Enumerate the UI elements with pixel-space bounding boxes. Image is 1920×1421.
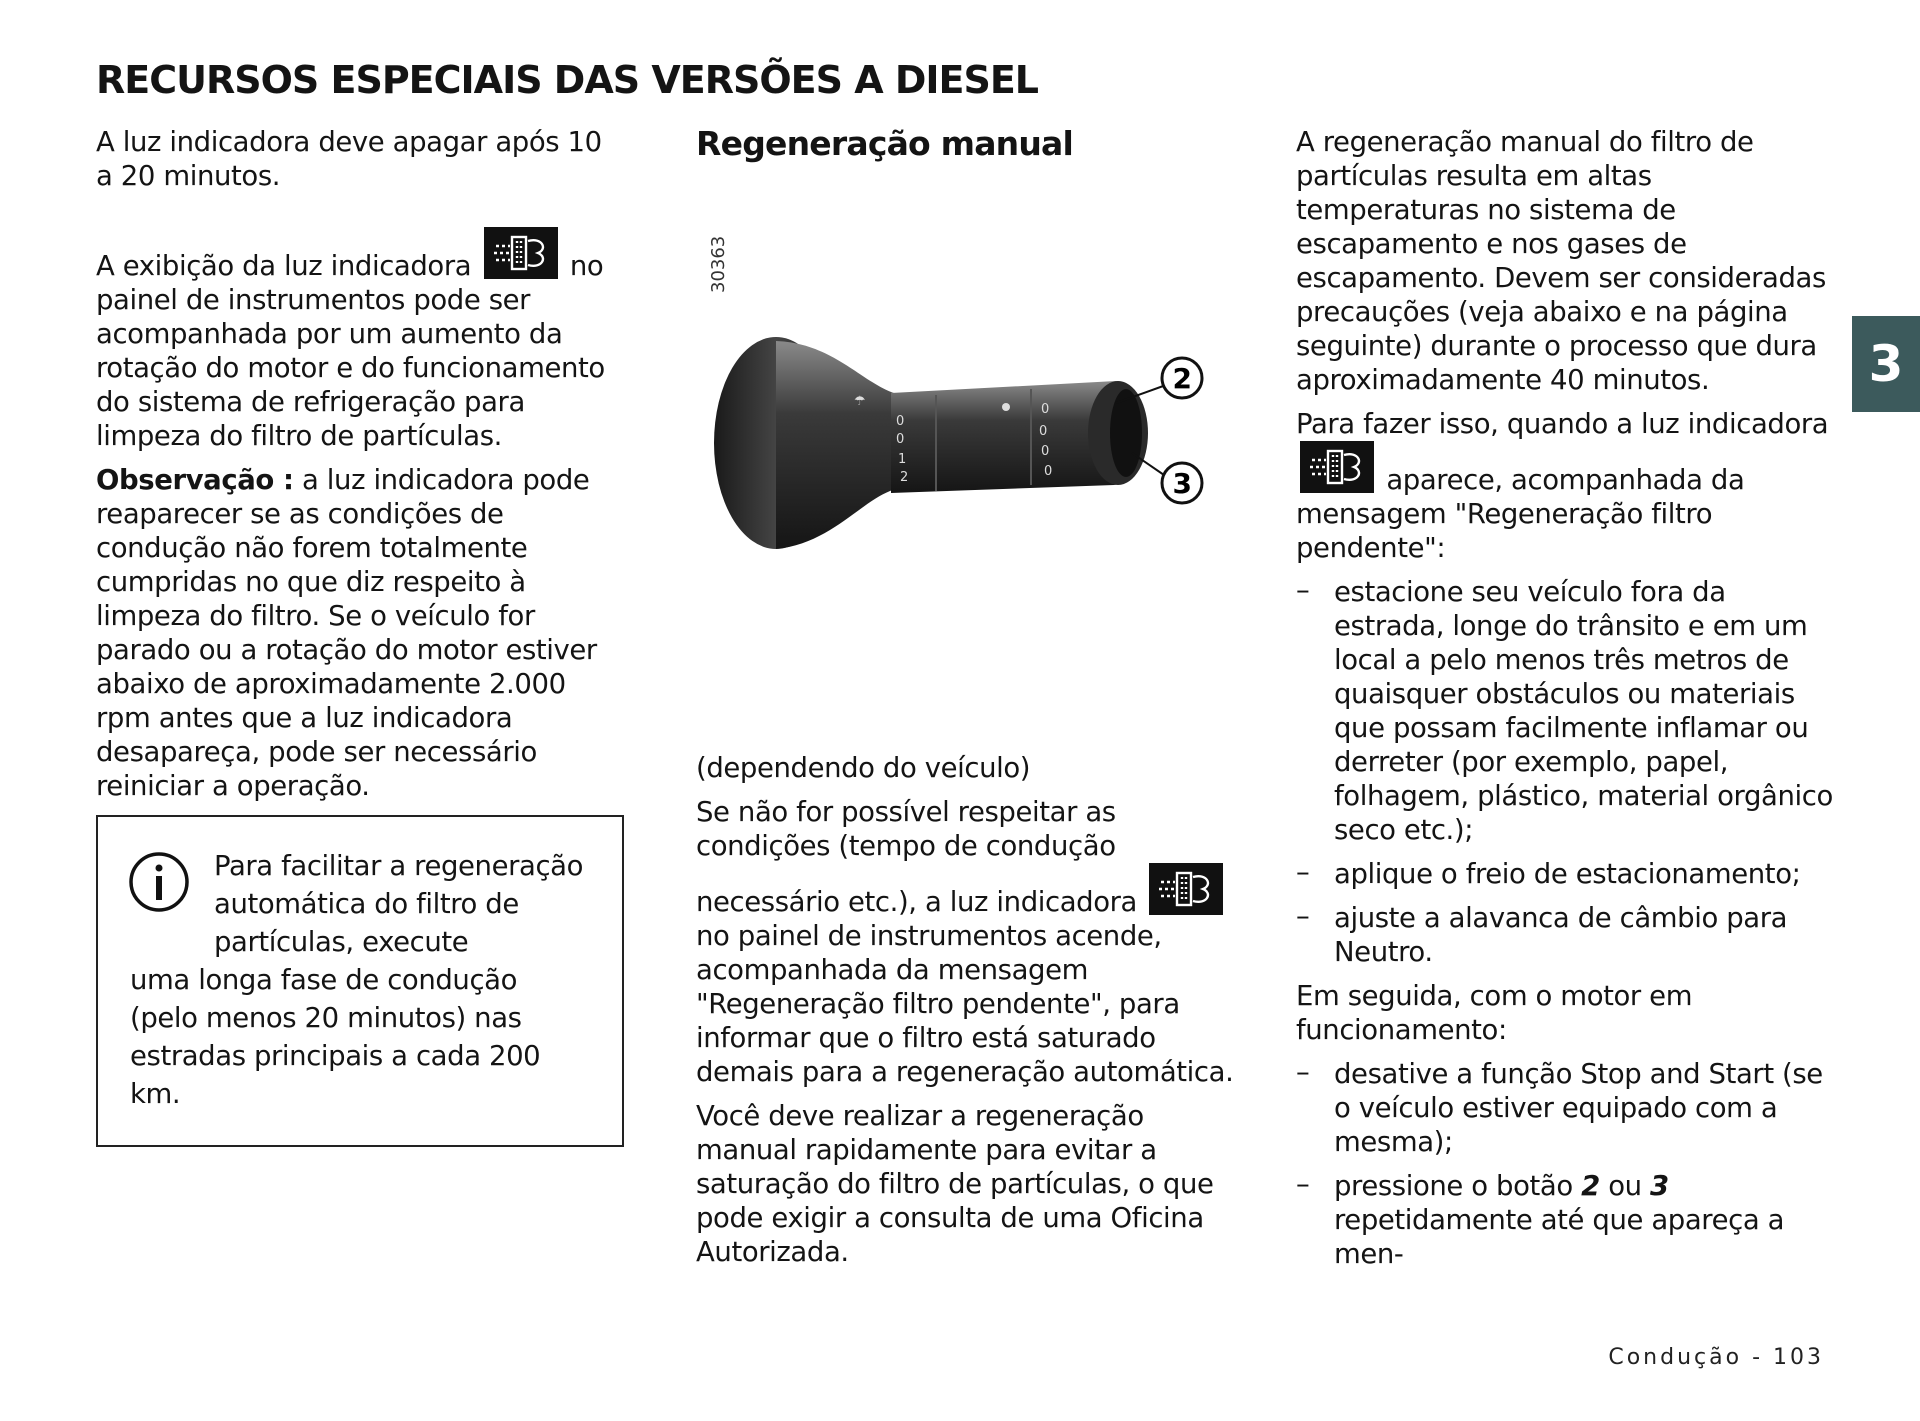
info-text-rest: uma longa fase de condução (pelo menos 20 minutos) nas estradas principais a cada 200 km. [130,964,541,1110]
list-item-text: aplique o freio de estacionamento; [1334,858,1801,890]
paragraph [696,795,1236,1089]
chapter-tab[interactable]: 3 [1852,316,1920,412]
paragraph-text: no painel de instrumentos pode ser acompanhada por um aumento da rotação do motor e do funcionamento do sistema de refrigeração para limpeza do filtro de partículas. [96,250,605,452]
column-middle [696,125,1236,1279]
svg-text:1: 1 [898,452,906,467]
paragraph: A regeneração manual do filtro de partículas resulta em altas temperaturas no sistema de escapamento e nos gases de escapamento. Devem ser consideradas precauções (veja abaixo e na página seguinte) durante o processo que dura aproximadamente 40 minutos. [1296,126,1826,396]
observation-label: Observação : [96,464,294,496]
svg-text:2: 2 [900,470,908,485]
page-title: RECURSOS ESPECIAIS DAS VERSÕES A DIESEL [96,58,1039,102]
svg-text:☂: ☂ [854,394,866,409]
info-text-first: Para facilitar a regeneração automática do filtro de partículas, execute [214,850,584,958]
button-ref-2: 2 [1581,1170,1600,1202]
paragraph [1296,407,1836,565]
list-item-text: pressione o botão [1334,1170,1573,1202]
paragraph-text: A exibição da luz indicadora [96,250,472,282]
svg-text:0: 0 [1041,402,1049,417]
paragraph: Você deve realizar a regeneração manual rapidamente para evitar a saturação do filtro de partículas, o que pode exigir a consulta de uma Oficina Autorizada. [696,1100,1214,1268]
list-dash: – [1296,574,1310,606]
figure-number: 30363 [708,235,729,293]
info-icon [128,851,190,913]
column-right [1296,125,1836,1281]
svg-text:0: 0 [896,432,904,447]
list-dash: – [1296,1056,1310,1088]
paragraph-text: Para fazer isso, quando a luz indicadora [1296,408,1829,440]
info-box [96,815,624,1147]
particle-filter-warning-icon [1149,863,1223,915]
paragraph-text: Se não for possível respeitar as condições (tempo de condução necessário etc.), a luz indicadora [696,796,1137,918]
observation-text: a luz indicadora pode reaparecer se as condições de condução não forem totalmente cumpridas no que diz respeito à limpeza do filtro. Se o veículo for parado ou a rotação do motor estiver abaixo de aproximadamente 2.000 rpm antes que a luz indicadora desapareça, pode ser necessário reiniciar a operação. [96,464,597,802]
page-footer: Condução - 103 [1608,1345,1824,1370]
list-item-text: ou [1608,1170,1642,1202]
list-item [1296,575,1836,847]
svg-text:0: 0 [1039,424,1047,439]
particle-filter-warning-icon [1300,441,1374,493]
paragraph: Em seguida, com o motor em funcionamento: [1296,980,1693,1046]
precaution-list [1296,575,1836,969]
callout-3: 3 [1172,467,1192,500]
list-item-text: ajuste a alavanca de câmbio para Neutro. [1334,902,1788,968]
list-dash: – [1296,900,1310,932]
list-item [1296,857,1836,891]
svg-text:0: 0 [1044,464,1052,479]
list-item-text: desative a função Stop and Start (se o veículo estiver equipado com a mesma); [1334,1058,1823,1158]
wiper-stalk-illustration [696,163,1236,733]
list-dash: – [1296,1168,1310,1200]
paragraph [96,227,626,453]
svg-text:0: 0 [896,414,904,429]
column-left [96,125,626,813]
list-item [1296,1169,1836,1271]
paragraph-text: no painel de instrumentos acende, acompanhada da mensagem "Regeneração filtro pendente", para informar que o filtro está saturado demais para a regeneração automática. [696,920,1234,1088]
observation-paragraph [96,463,626,803]
steps-list [1296,1057,1836,1271]
paragraph: A luz indicadora deve apagar após 10 a 20 minutos. [96,126,602,192]
callout-2: 2 [1172,362,1192,395]
particle-filter-warning-icon [484,227,558,279]
list-dash: – [1296,856,1310,888]
button-ref-3: 3 [1650,1170,1669,1202]
section-heading: Regeneração manual [696,124,1074,163]
list-item [1296,901,1836,969]
paragraph: (dependendo do veículo) [696,752,1031,784]
stalk-figure [696,163,1236,733]
paragraph-text: aparece, acompanhada da mensagem "Regeneração filtro pendente": [1296,464,1745,564]
list-item-text: repetidamente até que apareça a men- [1334,1204,1785,1270]
list-item-text: estacione seu veículo fora da estrada, longe do trânsito e em um local a pelo menos três metros de quaisquer obstáculos ou materiais que possam facilmente inflamar ou derreter (por exemplo, papel, folhagem, plástico, material orgânico seco etc.); [1334,576,1833,846]
svg-text:0: 0 [1041,444,1049,459]
list-item [1296,1057,1836,1159]
